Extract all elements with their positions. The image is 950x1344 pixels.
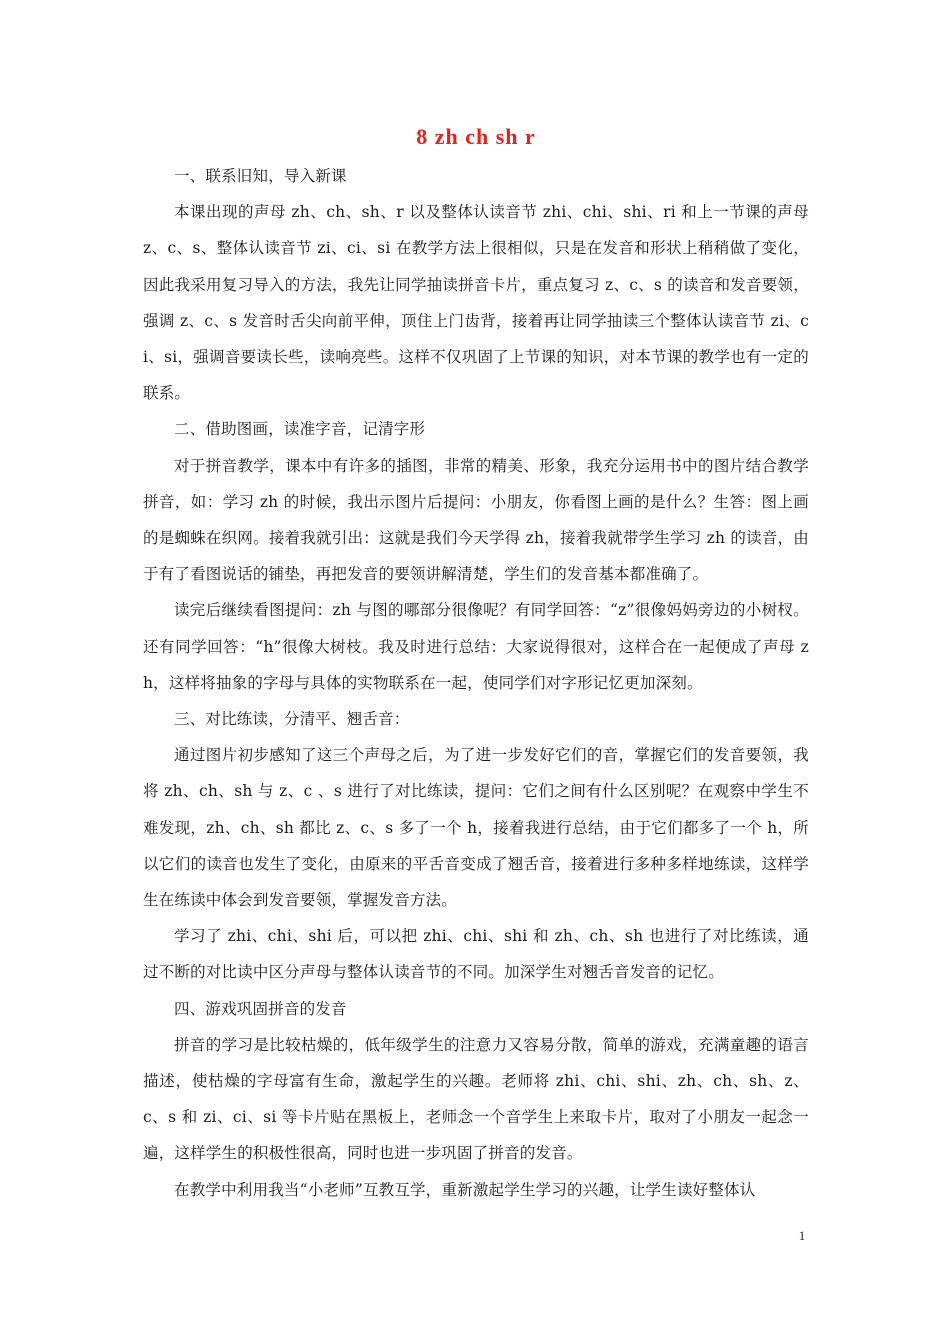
document-page bbox=[143, 122, 809, 1208]
paragraph: 学习了 zhi、chi、shi 后，可以把 zhi、chi、shi 和 zh、ch、sh 也进行了对比练读，通过不断的对比读中区分声母与整体认读音节的不同。加深学生对翘舌音发音的记忆。 bbox=[143, 927, 809, 982]
paragraph: 本课出现的声母 zh、ch、sh、r 以及整体认读音节 zhi、chi、shi、ri 和上一节课的声母 z、c、s、整体认读音节 zi、ci、si 在教学方法上很相似，只是在发音和形状上稍稍做了变化，因此我采用复习导入的方法，我先让同学抽读拼音卡片，重点复习 z、c、s 的读音和发音要领，强调 z、c、s 发音时舌尖向前平伸，顶住上门齿背，接着再让同学抽读三个整体认读音节 zi、ci、si，强调音要读长些，读响亮些。这样不仅巩固了上节课的知识，对本节课的教学也有一定的联系。 bbox=[143, 203, 809, 403]
section-heading-2: 二、借助图画，读准字音，记清字形 bbox=[174, 420, 426, 439]
document-body bbox=[143, 158, 809, 1208]
section-heading-1: 一、联系旧知，导入新课 bbox=[174, 167, 347, 185]
paragraph: 拼音的学习是比较枯燥的，低年级学生的注意力又容易分散，简单的游戏，充满童趣的语言描述，使枯燥的字母富有生命，激起学生的兴趣。老师将 zhi、chi、shi、zh、ch、sh、z、c、s 和 zi、ci、si 等卡片贴在黑板上，老师念一个音学生上来取卡片，取对了小朋友一起念一遍，这样学生的积极性很高，同时也进一步巩固了拼音的发音。 bbox=[143, 1035, 809, 1163]
paragraph: 在教学中利用我当“小老师”互教互学，重新激起学生学习的兴趣，让学生读好整体认 bbox=[174, 1180, 756, 1199]
page-number: 1 bbox=[798, 1228, 806, 1243]
section-heading-3: 三、对比练读，分清平、翘舌音： bbox=[174, 710, 410, 729]
paragraph: 对于拼音教学，课本中有许多的插图，非常的精美、形象，我充分运用书中的图片结合教学拼音，如：学习 zh 的时候，我出示图片后提问：小朋友，你看图上画的是什么？生答：图上画的是蜘蛛在织网。接着我就引出：这就是我们今天学得 zh，接着我就带学生学习 zh 的读音，由于有了看图说话的铺垫，再把发音的要领讲解清楚，学生们的发音基本都准确了。 bbox=[143, 456, 809, 584]
section-heading-4: 四、游戏巩固拼音的发音 bbox=[174, 999, 347, 1018]
document-title: 8 zh ch sh r bbox=[416, 124, 536, 149]
paragraph: 通过图片初步感知了这三个声母之后，为了进一步发好它们的音，掌握它们的发音要领，我将 zh、ch、sh 与 z、c 、s 进行了对比练读，提问：它们之间有什么区别呢？在观察中学生不难发现，zh、ch、sh 都比 z、c、s 多了一个 h，接着我进行总结，由于它们都多了一个 h，所以它们的读音也发生了变化，由原来的平舌音变成了翘舌音，接着进行多种多样地练读，这样学生在练读中体会到发音要领，掌握发音方法。 bbox=[143, 746, 809, 910]
paragraph: 读完后继续看图提问：zh 与图的哪部分很像呢？有同学回答：“z”很像妈妈旁边的小树杈。还有同学回答：“h”很像大树枝。我及时进行总结：大家说得很对，这样合在一起便成了声母 zh，这样将抽象的字母与具体的实物联系在一起，使同学们对字形记忆更加深刻。 bbox=[143, 601, 809, 692]
